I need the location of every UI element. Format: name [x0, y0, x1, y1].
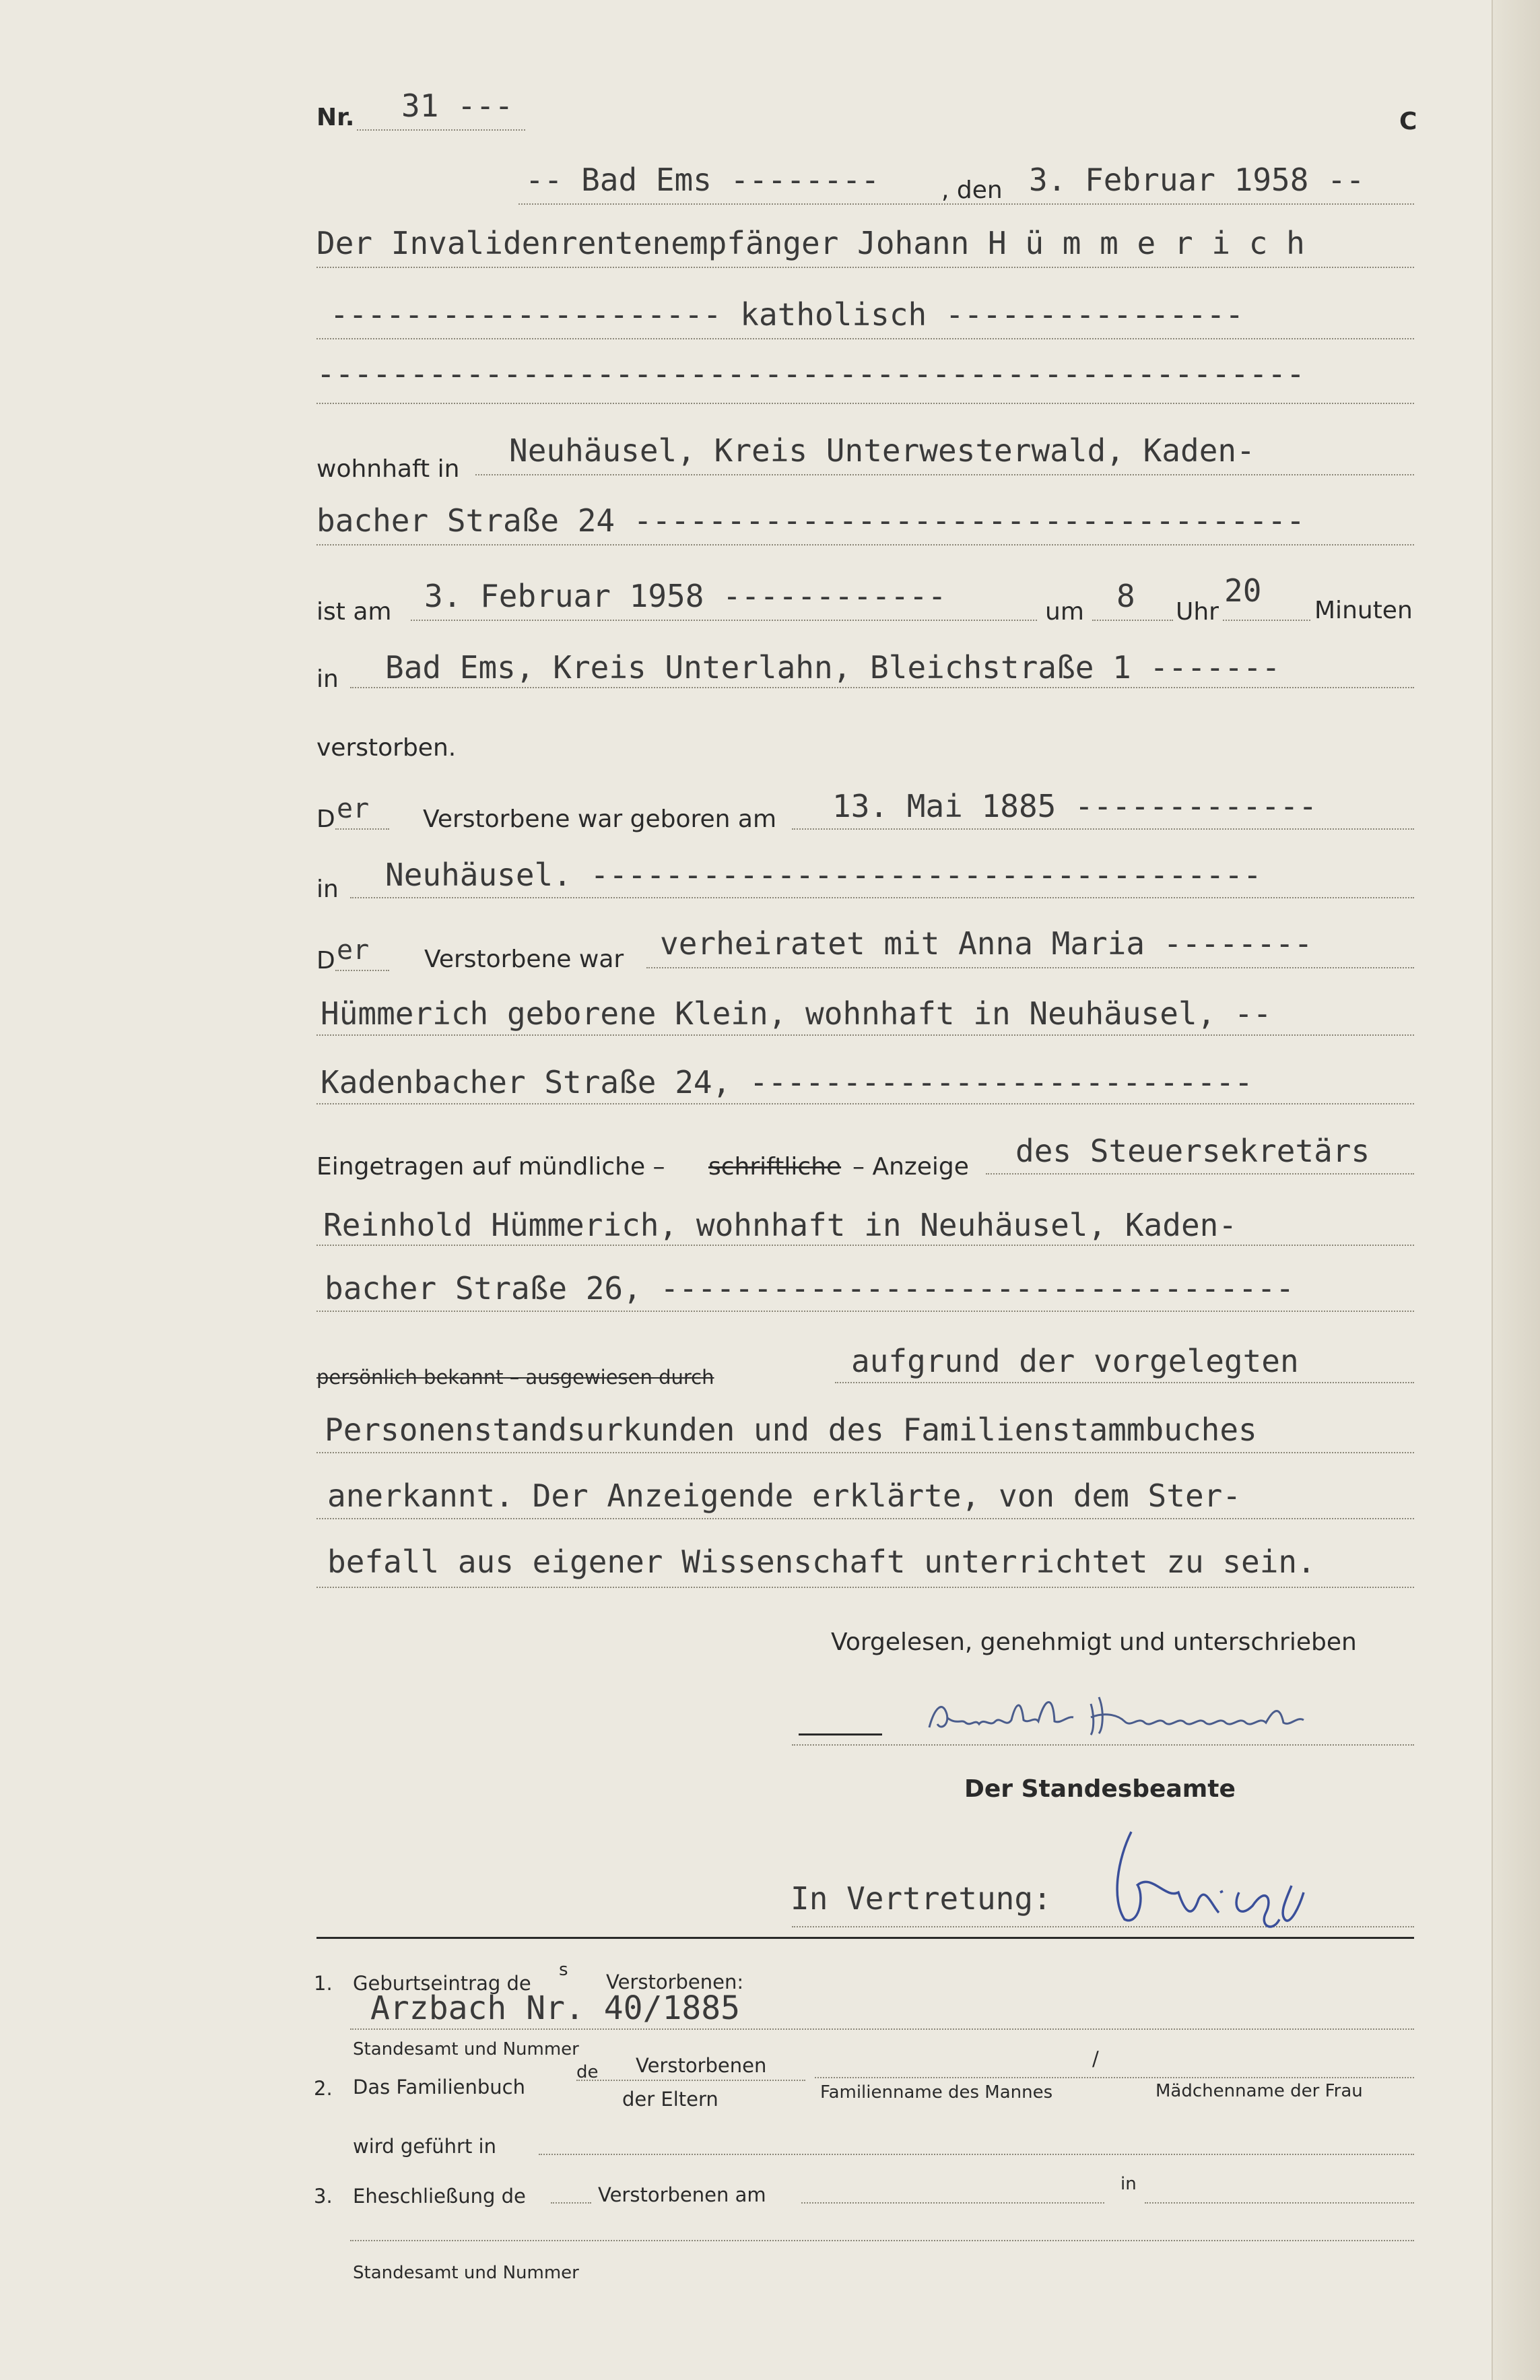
residence-line-1: Neuhäusel, Kreis Unterwesterwald, Kaden- — [509, 432, 1255, 469]
residence-line-2: bacher Straße 24 ------------------------------------ — [316, 502, 1305, 539]
minuten-label: Minuten — [1314, 597, 1413, 624]
residence-label: wohnhaft in — [316, 455, 460, 483]
birth-date-dotted-line — [792, 828, 1414, 830]
death-minutes: 20 — [1224, 572, 1262, 609]
marriage-label: Verstorbene war — [424, 946, 624, 973]
date-value: 3. Februar 1958 -- — [1029, 162, 1365, 198]
registration-dotted-line-2 — [316, 1245, 1414, 1246]
recognition-dotted-line-2 — [316, 1452, 1414, 1453]
registration-label-b: – Anzeige — [852, 1153, 969, 1181]
footer-divider — [316, 1937, 1414, 1939]
item2-caption-2: Mädchenname der Frau — [1156, 2081, 1363, 2101]
marriage-dotted-line-3 — [316, 1103, 1414, 1104]
registration-line-1: des Steuersekretärs — [1015, 1133, 1370, 1169]
registration-dotted-line-1 — [986, 1173, 1414, 1175]
marriage-d-label: D — [316, 947, 335, 974]
item2-option-2: der Eltern — [622, 2088, 718, 2111]
item2-wird-label: wird geführt in — [353, 2135, 496, 2158]
item3-label: Eheschließung de — [353, 2185, 526, 2208]
residence-dotted-line-1 — [475, 474, 1414, 475]
recognition-line-1: aufgrund der vorgelegten — [851, 1343, 1299, 1379]
den-label: , den — [941, 176, 1003, 204]
page-edge — [1492, 0, 1540, 2380]
item3-caption: Standesamt und Nummer — [353, 2263, 579, 2283]
recognition-line-3: anerkannt. Der Anzeigende erklärte, von dem Ster- — [327, 1478, 1242, 1514]
marriage-d-dotted-line — [335, 970, 389, 971]
marriage-dotted-line-2 — [316, 1034, 1414, 1036]
registrar-signature-line — [792, 1926, 1414, 1927]
filler-dotted-line — [316, 403, 1414, 404]
verstorben-label: verstorben. — [316, 734, 457, 762]
recognition-dotted-line-1 — [835, 1382, 1414, 1383]
informant-signature-text: Reinhold Hümmerich — [923, 1677, 929, 1678]
item2-label: Das Familienbuch — [353, 2076, 525, 2098]
informant-signature — [923, 1677, 1529, 1751]
filler-line: ----------------------------------------------------- — [316, 356, 1305, 392]
birth-place: Neuhäusel. ------------------------------------ — [385, 857, 1262, 893]
item3-de-dotted-line — [551, 2202, 591, 2204]
recognition-line-4: befall aus eigener Wissenschaft unterrichtet zu sein. — [327, 1544, 1316, 1580]
nr-label: Nr. — [316, 104, 355, 131]
death-date: 3. Februar 1958 ------------ — [424, 578, 947, 614]
person-dotted-line — [316, 267, 1414, 268]
item2-caption-1: Familienname des Mannes — [820, 2082, 1053, 2103]
marriage-line-1: verheiratet mit Anna Maria -------- — [660, 925, 1313, 962]
recognition-dotted-line-3 — [316, 1518, 1414, 1519]
marriage-line-2: Hümmerich geborene Klein, wohnhaft in Neuhäusel, -- — [321, 995, 1272, 1032]
item2-wird-dotted-line — [539, 2154, 1414, 2155]
birth-d-dotted-line — [335, 828, 389, 830]
registration-line-2: Reinhold Hümmerich, wohnhaft in Neuhäusel, Kaden- — [323, 1207, 1238, 1243]
item3-in-label: in — [1120, 2174, 1137, 2194]
signature-dash — [799, 1733, 882, 1736]
registration-label-a: Eingetragen auf mündliche – — [316, 1153, 665, 1181]
corner-letter: C — [1399, 108, 1417, 135]
place-dotted-line — [518, 203, 1414, 205]
registrar-signature — [1104, 1818, 1320, 1940]
item3-number: 3. — [314, 2185, 333, 2208]
religion-line: --------------------- katholisch ---------------- — [330, 296, 1244, 333]
item3-date-dotted-line — [801, 2202, 1104, 2204]
item2-option-1: Verstorbenen — [636, 2054, 767, 2077]
registration-dotted-line-3 — [316, 1311, 1414, 1312]
death-place-dotted-line — [350, 687, 1414, 688]
birth-label: Verstorbene war geboren am — [423, 805, 777, 833]
death-hour: 8 — [1116, 578, 1135, 614]
item2-slash: / — [1092, 2047, 1099, 2070]
item3-place-dotted-line — [1145, 2202, 1414, 2204]
item1-dotted-line — [350, 2028, 1414, 2030]
minutes-dotted-line — [1223, 620, 1310, 621]
registrar-label: Der Standesbeamte — [964, 1775, 1236, 1803]
birth-in-label: in — [316, 875, 339, 903]
uhr-label: Uhr — [1176, 598, 1219, 626]
in-vertretung-label: In Vertretung: — [791, 1880, 1052, 1917]
item3-dotted-line — [350, 2240, 1414, 2241]
hour-dotted-line — [1092, 620, 1173, 621]
death-in-label: in — [316, 665, 339, 693]
residence-dotted-line-2 — [316, 544, 1414, 546]
place-value: -- Bad Ems -------- — [525, 162, 880, 198]
registration-label-struck: schriftliche — [708, 1153, 842, 1181]
item1-label: Geburtseintrag de — [353, 1972, 531, 1995]
religion-dotted-line — [316, 338, 1414, 339]
person-title-line: Der Invalidenrentenempfänger Johann H ü m m e r i c h — [316, 225, 1305, 261]
marriage-dotted-line-1 — [646, 967, 1414, 968]
nr-value: 31 --- — [401, 88, 514, 124]
item1-number: 1. — [314, 1972, 333, 1995]
marriage-d-suffix: er — [337, 935, 370, 966]
recognition-struck-text: persönlich bekannt – ausgewiesen durch — [316, 1366, 714, 1389]
birth-d-suffix: er — [337, 793, 370, 824]
birth-date: 13. Mai 1885 ------------- — [832, 788, 1318, 824]
recognition-line-2: Personenstandsurkunden und des Familienstammbuches — [325, 1412, 1257, 1448]
item2-name-dotted-line — [815, 2077, 1414, 2078]
item1-superscript: s — [559, 1960, 568, 1980]
marriage-line-3: Kadenbacher Straße 24, --------------------------- — [321, 1064, 1253, 1100]
um-label: um — [1045, 598, 1084, 626]
item1-caption: Standesamt und Nummer — [353, 2039, 579, 2059]
recognition-dotted-line-4 — [316, 1587, 1414, 1588]
item2-number: 2. — [314, 2077, 333, 2100]
death-place: Bad Ems, Kreis Unterlahn, Bleichstraße 1 ------- — [385, 649, 1281, 686]
read-approved-label: Vorgelesen, genehmigt und unterschrieben — [831, 1628, 1357, 1656]
birth-place-dotted-line — [350, 897, 1414, 898]
death-date-dotted-line — [411, 620, 1037, 621]
ist-am-label: ist am — [316, 598, 392, 626]
item3-label-2: Verstorbenen am — [598, 2183, 766, 2206]
item1-value: Arzbach Nr. 40/1885 — [370, 1989, 741, 2027]
registrar-signature-text: Lhirz — [1104, 1818, 1106, 1819]
registration-line-3: bacher Straße 26, ---------------------------------- — [325, 1270, 1295, 1307]
birth-d-label: D — [316, 805, 335, 833]
nr-dotted-line — [357, 129, 525, 131]
item2-de: de — [576, 2062, 599, 2082]
item2-dotted-line — [576, 2080, 805, 2081]
item1-label-2: Verstorbenen: — [606, 1971, 744, 1993]
